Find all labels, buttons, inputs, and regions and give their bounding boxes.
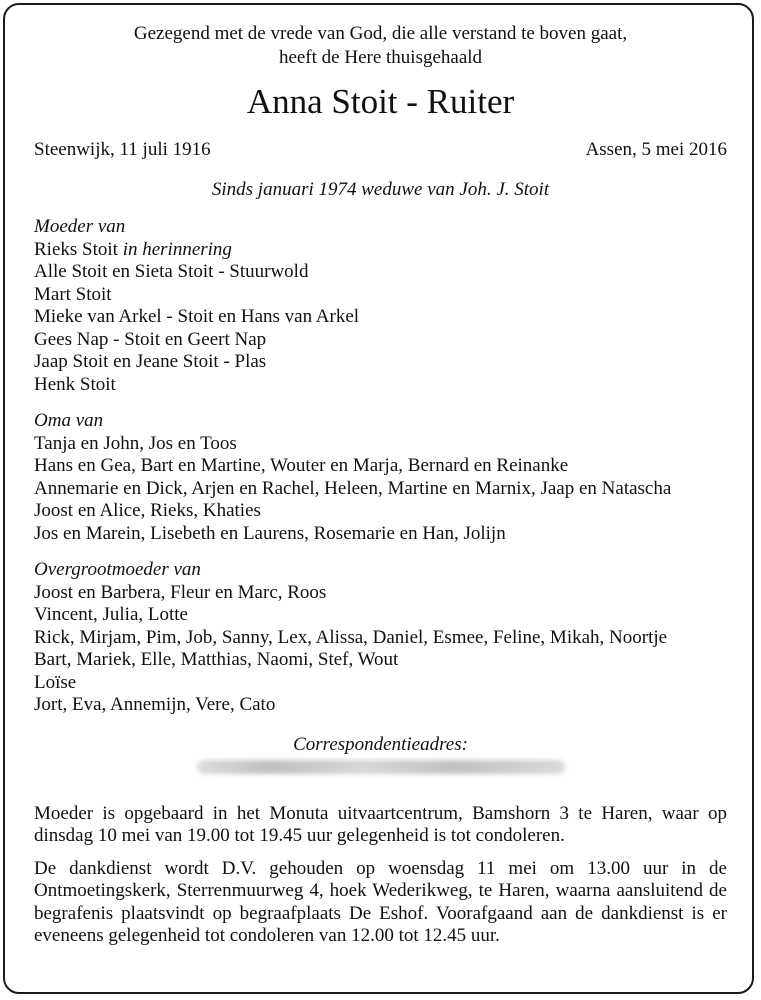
- grandmother-of-heading: Oma van: [34, 410, 104, 431]
- great-grandmother-of-heading: Overgrootmoeder van: [34, 559, 201, 580]
- service-paragraph: De dankdienst wordt D.V. gehouden op woensdag 11 mei om 13.00 uur in de Ontmoetingskerk, Sterrenmuurweg 4, hoek Wederikweg, te Haren, waarna aansluitend de begrafenis plaatsvindt op begraafplaats De Eshof. Voorafgaand aan de dankdienst is er eveneens gelegenheid tot condoleren van 12.00 tot 12.45 uur.: [34, 857, 727, 946]
- mother-of-line: Gees Nap - Stoit en Geert Nap: [34, 328, 267, 350]
- mother-of-line: Mieke van Arkel - Stoit en Hans van Arkel: [34, 306, 360, 327]
- dates-row: [34, 138, 727, 162]
- intro-line-2: heeft de Here thuisgehaald: [278, 47, 483, 68]
- great-grandmother-of-section: [34, 559, 727, 717]
- birth-place-date: Steenwijk, 11 juli 1916: [34, 139, 211, 160]
- intro-text: [34, 22, 727, 70]
- mother-of-section: [34, 216, 727, 396]
- mother-of-line: Alle Stoit en Sieta Stoit - Stuurwold: [34, 261, 309, 282]
- great-grandmother-of-line: Jort, Eva, Annemijn, Vere, Cato: [34, 694, 276, 715]
- blurred-address: [197, 760, 565, 774]
- mother-of-line: Jaap Stoit en Jeane Stoit - Plas: [34, 351, 267, 372]
- great-grandmother-of-line: Rick, Mirjam, Pim, Job, Sanny, Lex, Alissa, Daniel, Esmee, Feline, Mikah, Noortje: [34, 626, 668, 648]
- grandmother-of-line: Annemarie en Dick, Arjen en Rachel, Heleen, Martine en Marnix, Jaap en Natascha: [34, 477, 672, 499]
- mother-of-heading: Moeder van: [34, 216, 126, 237]
- mother-of-line: Mart Stoit: [34, 283, 112, 305]
- grandmother-of-line: Jos en Marein, Lisebeth en Laurens, Rosemarie en Han, Jolijn: [34, 522, 506, 544]
- grandmother-of-line: Tanja en John, Jos en Toos: [34, 432, 237, 454]
- in-memory-note: in herinnering: [122, 238, 232, 260]
- grandmother-of-section: [34, 410, 727, 545]
- correspondence-label: Correspondentieadres:: [293, 733, 468, 755]
- correspondence-block: [34, 733, 727, 781]
- grandmother-of-line: Hans en Gea, Bart en Martine, Wouter en Marja, Bernard en Reinanke: [34, 455, 569, 476]
- death-place-date: Assen, 5 mei 2016: [585, 139, 727, 160]
- great-grandmother-of-line: Loïse: [34, 671, 77, 693]
- first-child-name: Rieks Stoit: [34, 238, 118, 260]
- grandmother-of-line: Joost en Alice, Rieks, Khaties: [34, 500, 261, 521]
- viewing-paragraph: Moeder is opgebaard in het Monuta uitvaartcentrum, Bamshorn 3 te Haren, waar op dinsdag 10 mei van 19.00 tot 19.45 uur gelegenheid is tot condoleren.: [34, 802, 727, 846]
- great-grandmother-of-line: Vincent, Julia, Lotte: [34, 604, 188, 625]
- mother-of-line: [34, 239, 727, 262]
- mother-of-line: Henk Stoit: [34, 373, 116, 395]
- obituary-notice: [34, 22, 727, 948]
- widow-line: Sinds januari 1974 weduwe van Joh. J. Stoit: [211, 179, 550, 200]
- intro-line-1: Gezegend met de vrede van God, die alle verstand te boven gaat,: [133, 23, 628, 44]
- great-grandmother-of-line: Joost en Barbera, Fleur en Marc, Roos: [34, 581, 327, 603]
- great-grandmother-of-line: Bart, Mariek, Elle, Matthias, Naomi, Stef, Wout: [34, 649, 399, 670]
- deceased-name: Anna Stoit - Ruiter: [246, 82, 515, 121]
